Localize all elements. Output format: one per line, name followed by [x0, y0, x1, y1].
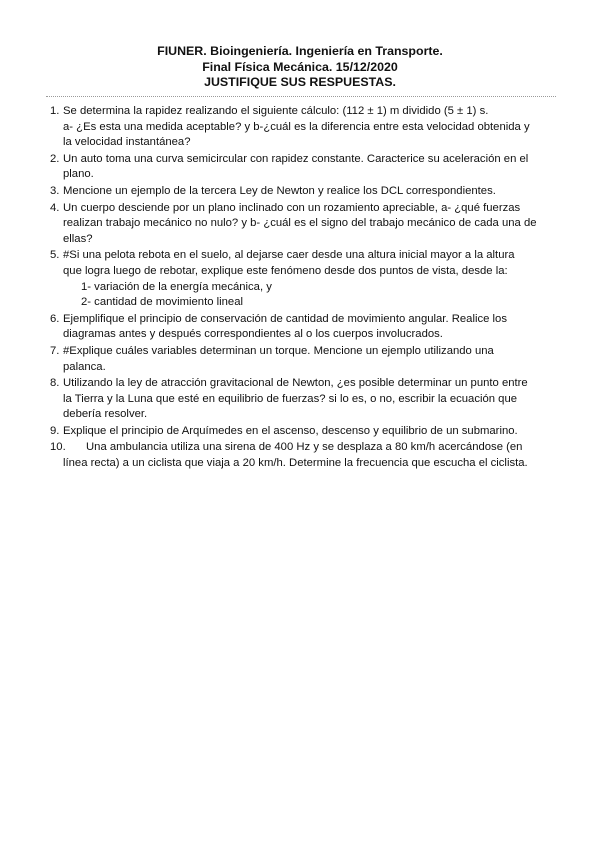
question-text-line: la Tierra y la Luna que esté en equilibrio de fuerzas? si lo es, o no, escribir la ecuación que: [63, 392, 518, 405]
question-6: [46, 312, 566, 343]
header-exam-title: Final Física Mecánica. 15/12/2020: [202, 59, 398, 74]
question-text-line: Mencione un ejemplo de la tercera Ley de Newton y realice los DCL correspondientes.: [63, 184, 496, 197]
question-text-line: Utilizando la ley de atracción gravitacional de Newton, ¿es posible determinar un punto entre: [63, 377, 528, 390]
question-number: 10.: [50, 441, 66, 454]
question-text-line: Un cuerpo desciende por un plano inclinado con un rozamiento apreciable, a- ¿qué fuerzas: [63, 201, 521, 214]
question-number: 8.: [50, 377, 60, 390]
question-number: 9.: [50, 424, 60, 437]
question-subitem: 2- cantidad de movimiento lineal: [81, 296, 244, 309]
question-8: [46, 376, 566, 423]
question-text-line: realizan trabajo mecánico no nulo? y b- ¿cuál es el signo del trabajo mecánico de cada una de: [63, 217, 537, 230]
question-number: 4.: [50, 201, 60, 214]
question-number: 1.: [50, 105, 60, 117]
question-text-line: Se determina la rapidez realizando el siguiente cálculo: (112 ± 1) m dividido (5 ± 1) s.: [63, 105, 489, 117]
question-5: [46, 248, 566, 310]
question-text-line: diagramas antes y después correspondientes al o los cuerpos involucrados.: [63, 328, 443, 341]
question-list: [46, 104, 566, 473]
question-subitem: 1- variación de la energía mecánica, y: [81, 280, 272, 293]
question-text-line: Ejemplifique el principio de conservación de cantidad de movimiento angular. Realice los: [63, 312, 507, 325]
question-text-line: plano.: [63, 168, 94, 181]
question-4: [46, 201, 566, 248]
question-text-line: debería resolver.: [63, 408, 148, 421]
question-9: [46, 424, 566, 440]
header-instruction: JUSTIFIQUE SUS RESPUESTAS.: [204, 75, 396, 89]
question-number: 6.: [50, 312, 60, 325]
question-text-line: palanca.: [63, 360, 106, 373]
question-number: 5.: [50, 249, 60, 262]
question-text-line: línea recta) a un ciclista que viaja a 20 km/h. Determine la frecuencia que escucha el ciclista.: [63, 457, 528, 470]
question-number: 3.: [50, 184, 60, 197]
question-number: 2.: [50, 152, 60, 165]
question-10: [46, 440, 566, 471]
exam-header: [0, 44, 600, 91]
header-institution: FIUNER. Bioingeniería. Ingeniería en Transporte.: [157, 44, 443, 58]
question-text-line: Explique el principio de Arquímedes en el ascenso, descenso y equilibrio de un submarino.: [63, 424, 518, 437]
header-divider: [46, 96, 556, 97]
question-text-line: Una ambulancia utiliza una sirena de 400 Hz y se desplaza a 80 km/h acercándose (en: [86, 441, 523, 454]
question-text-line: Un auto toma una curva semicircular con rapidez constante. Caracterice su aceleración en el: [63, 152, 529, 165]
question-text-line: #Si una pelota rebota en el suelo, al dejarse caer desde una altura inicial mayor a la altura: [63, 249, 515, 262]
question-number: 7.: [50, 344, 60, 357]
question-text-line: a- ¿Es esta una medida aceptable? y b-¿cuál es la diferencia entre esta velocidad obtenida y: [63, 120, 530, 133]
question-3: [46, 184, 566, 200]
question-text-line: la velocidad instantánea?: [63, 136, 191, 149]
question-text-line: #Explique cuáles variables determinan un torque. Mencione un ejemplo utilizando una: [63, 344, 494, 357]
question-1: [46, 104, 566, 151]
question-text-line: que logra luego de rebotar, explique este fenómeno desde dos puntos de vista, desde la:: [63, 264, 508, 277]
question-text-line: ellas?: [63, 232, 93, 245]
question-2: [46, 152, 566, 183]
question-7: [46, 344, 566, 375]
